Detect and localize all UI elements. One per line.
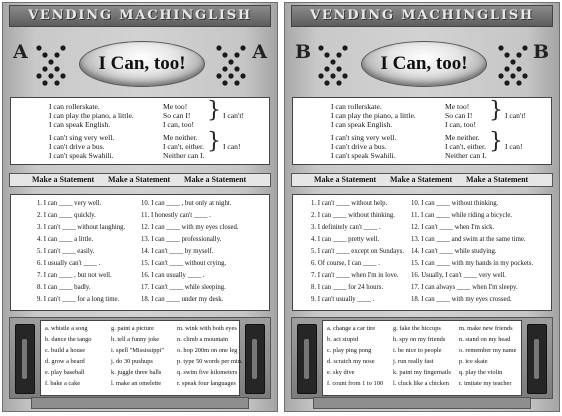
example-line: I can rollerskate. [49,102,100,111]
example-response: I can, too! [163,120,194,129]
example-response: I can, too! [445,120,476,129]
question-item: 14. I can't ____ while studying. [411,248,497,255]
brace: } [207,129,221,154]
example-line: I can't drive a bus. [49,142,105,151]
bar-label: Make a Statement [184,175,247,184]
activity-item: a. whistle a song [45,325,88,332]
version-letter-right: B [532,41,549,63]
activity-item: r. imitate my teacher [459,380,512,387]
activity-item: e. play baseball [45,369,85,376]
example-line: I can't sing very well. [49,133,115,142]
machine-base [31,397,249,409]
question-item: 5. I can't ____ except on Sundays. [311,248,404,255]
header-oval [361,41,487,87]
activity-item: o. remember my name [459,347,517,354]
question-item: 10. I can ____ , but only at night. [141,200,232,207]
make-statement-bar [9,173,271,187]
question-item: 15. I can ____ with my hands in my pockets. [411,260,534,267]
question-item: 6. I usually can't ____ . [37,260,101,267]
activity-item: d. scratch my nose [327,358,375,365]
activity-item: c. build a house [45,347,86,354]
activity-item: b. act stupid [327,336,359,343]
example-disagree: I can't! [505,111,526,120]
question-item: 9. I can't usually ____ . [311,296,375,303]
question-item: 11. I can ____ while riding a bicycle. [411,212,513,219]
bar-label: Make a Statement [466,175,529,184]
activity-item: f. bake a cake [45,380,81,387]
coin-slot-icon [15,324,35,394]
activity-item: n. stand on my head [459,336,511,343]
activity-list [40,320,243,396]
question-item: 17. I can't ____ while sleeping. [141,284,226,291]
worksheet-title: VENDING MACHINGLISH [291,5,553,27]
activity-item: l. cluck like a chicken [393,380,449,387]
example-line: I can't speak Swahili. [331,151,396,160]
vending-tray [9,317,271,399]
coin-slot-icon [245,324,265,394]
worksheet-a [2,2,278,412]
example-line: I can play the piano, a little. [331,111,416,120]
activity-item: h. tell a funny joke [111,336,160,343]
activity-item: a. change a car tire [327,325,376,332]
question-item: 11. I honestly can't ____ . [141,212,211,219]
header-oval [79,41,205,87]
example-line: I can't speak Swahili. [49,151,114,160]
question-item: 7. I can't ____ when I'm in love. [311,272,399,279]
header-text: I Can, too! [380,53,468,74]
activity-item: d. grow a beard [45,358,85,365]
question-item: 12. I can't ____ when I'm sick. [411,224,495,231]
example-response: Neither can I. [445,151,487,160]
activity-item: g. paint a picture [111,325,154,332]
dot-pattern-icon [213,43,249,87]
example-response: I can't, either. [163,142,205,151]
example-response: Me neither. [445,133,480,142]
question-item: 8. I can ____ for 24 hours. [311,284,384,291]
make-statement-bar [291,173,553,187]
machine-base [313,397,531,409]
coin-slot-icon [527,324,547,394]
question-item: 6. Of course, I can ____ . [311,260,380,267]
version-letter-right: A [252,41,267,63]
question-item: 7. I can ____ , but not well. [37,272,112,279]
activity-item: i. be nice to people [393,347,442,354]
question-item: 18. I can ____ with my eyes crossed. [411,296,512,303]
activity-item: b. dance the tango [45,336,92,343]
activity-item: f. count from 1 to 100 [327,380,384,387]
coin-slot-icon [297,324,317,394]
activity-item: j. run really fast [393,358,434,365]
dot-pattern-icon [33,43,69,87]
activity-item: q. swim five kilometers [177,369,238,376]
version-letter-left: B [295,41,312,63]
activity-item: g. fake the hiccups [393,325,441,332]
activity-item: k. juggle three balls [111,369,162,376]
question-item: 2. I can ____ without thinking. [311,212,396,219]
bar-label: Make a Statement [32,175,95,184]
question-item: 16. Usually, I can't ____ very well. [411,272,506,279]
example-response: I can't, either. [445,142,487,151]
activity-item: h. spy on my friends [393,336,446,343]
question-item: 15. I can't ____ without crying. [141,260,227,267]
example-response: So can I! [163,111,191,120]
header-text: I Can, too! [98,53,186,74]
example-statements [10,97,270,165]
activity-item: o. hop 200m on one leg [177,347,238,354]
question-item: 5. I can't ____ easily. [37,248,95,255]
example-line: I can play the piano, a little. [49,111,134,120]
worksheet-title: VENDING MACHINGLISH [9,5,271,27]
bar-label: Make a Statement [314,175,377,184]
question-grid [10,194,270,311]
version-letter-left: A [13,41,28,63]
example-line: I can rollerskate. [331,102,382,111]
activity-item: q. play the violin [459,369,503,376]
example-response: So can I! [445,111,473,120]
question-item: 10. I can ____ without thinking. [411,200,499,207]
example-disagree: I can't! [223,111,244,120]
activity-item: p. type 50 words per min. [177,358,243,365]
question-item: 2. I can ____ quickly. [37,212,96,219]
example-response: Neither can I. [163,151,205,160]
question-item: 17. I can always ____ when I'm sleepy. [411,284,518,291]
activity-item: e. sky dive [327,369,355,376]
activity-item: j. do 30 pushups [111,358,153,365]
worksheet-b [284,2,560,412]
question-item: 16. I can usually ____ . [141,272,205,279]
bar-label: Make a Statement [390,175,453,184]
brace: } [207,98,221,123]
example-statements [292,97,552,165]
brace: } [489,98,503,123]
example-response: Me too! [445,102,470,111]
question-item: 1. I can't ____ without help. [311,200,388,207]
activity-item: k. paint my fingernails [393,369,451,376]
example-response: Me neither. [163,133,198,142]
question-item: 4. I can ____ a little. [37,236,94,243]
question-item: 4. I can ____ pretty well. [311,236,380,243]
example-line: I can't drive a bus. [331,142,387,151]
example-line: I can speak English. [331,120,393,129]
question-item: 8. I can ____ badly. [37,284,91,291]
brace: } [489,129,503,154]
activity-item: m. wink with both eyes [177,325,237,332]
question-item: 14. I can't ____ by myself. [141,248,214,255]
question-grid [292,194,552,311]
question-item: 3. I definitely can't ____ . [311,224,381,231]
activity-item: r. speak four languages [177,380,236,387]
question-item: 3. I can't ____ without laughing. [37,224,126,231]
activity-item: l. make an omelette [111,380,162,387]
activity-item: c. play ping pong [327,347,372,354]
activity-item: n. climb a mountain [177,336,229,343]
dot-pattern-icon [495,43,531,87]
example-disagree: I can! [223,142,241,151]
example-response: Me too! [163,102,188,111]
question-item: 13. I can ____ and swim at the same time. [411,236,526,243]
example-line: I can't sing very well. [331,133,397,142]
vending-tray [291,317,553,399]
question-item: 1. I can ____ very well. [37,200,102,207]
bar-label: Make a Statement [108,175,171,184]
dot-pattern-icon [315,43,351,87]
activity-item: m. make new friends [459,325,513,332]
question-item: 18. I can ____ under my desk. [141,296,224,303]
question-item: 9. I can't ____ for a long time. [37,296,120,303]
example-line: I can speak English. [49,120,111,129]
activity-item: p. ice skate [459,358,488,365]
example-disagree: I can! [505,142,523,151]
question-item: 13. I can ____ professionally. [141,236,222,243]
question-item: 12. I can ____ with my eyes closed. [141,224,239,231]
activity-item: i. spell "Mississippi" [111,347,164,354]
activity-list [322,320,522,396]
